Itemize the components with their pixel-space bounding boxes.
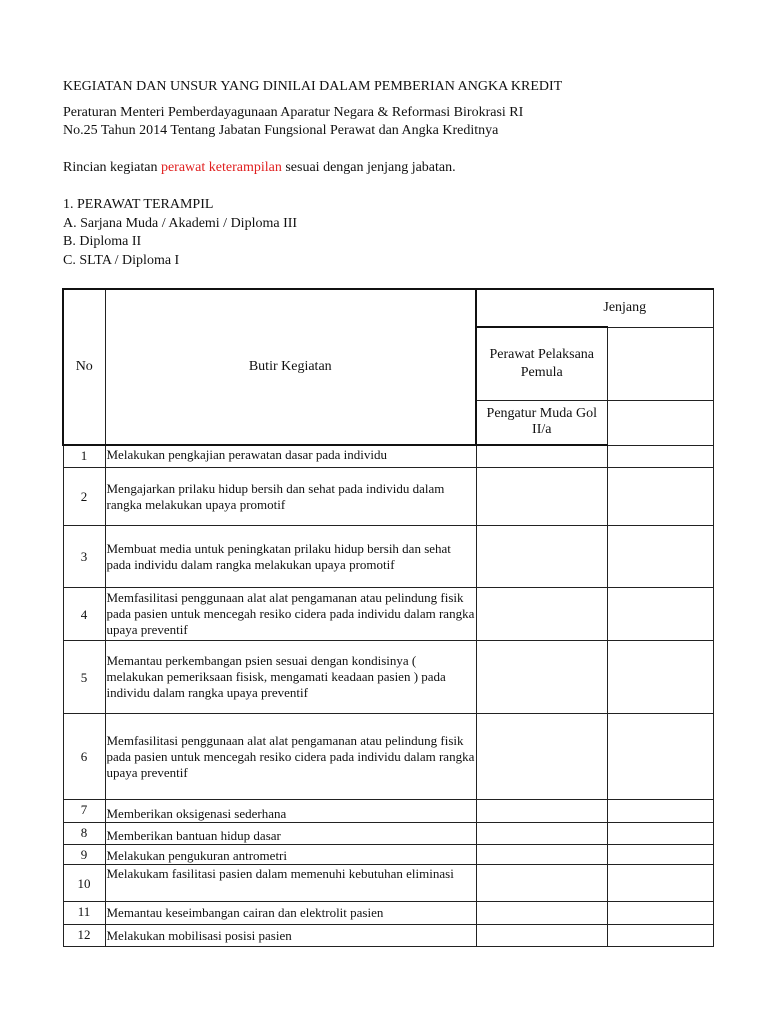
header-jabatan-next [607,327,713,400]
row-no: 8 [63,822,105,844]
education-a: A. Sarjana Muda / Akademi / Diploma III [63,216,298,231]
regulation-line-2: No.25 Tahun 2014 Tentang Jabatan Fungsional Perawat dan Angka Kreditnya [63,123,499,138]
row-value-cell [476,924,607,946]
row-value-cell [476,822,607,844]
row-no: 4 [63,587,105,640]
row-no: 9 [63,844,105,864]
row-kegiatan: Mengajarkan prilaku hidup bersih dan sehat pada individu dalam rangka melakukan upaya promotif [105,467,476,525]
row-kegiatan: Melakukan mobilisasi posisi pasien [105,924,476,946]
row-kegiatan: Melakukan pengkajian perawatan dasar pada individu [105,445,476,467]
row-no: 11 [63,901,105,924]
header-no: No [63,289,105,445]
education-b: B. Diploma II [63,234,142,249]
header-golongan: Pengatur Muda Gol II/a [476,400,607,445]
intro-post: sesuai dengan jenjang jabatan. [281,160,456,175]
row-kegiatan: Melakukan pengukuran antrometri [105,844,476,864]
row-value-cell [476,901,607,924]
section-heading: 1. PERAWAT TERAMPIL [63,197,214,212]
row-no: 3 [63,525,105,587]
education-c: C. SLTA / Diploma I [63,253,180,268]
row-no: 5 [63,640,105,713]
row-kegiatan: Memberikan bantuan hidup dasar [105,822,476,844]
row-no: 1 [63,445,105,467]
document-title: KEGIATAN DAN UNSUR YANG DINILAI DALAM PEMBERIAN ANGKA KREDIT [63,79,563,94]
row-value-cell [476,587,607,640]
header-jenjang: Jenjang [476,289,713,327]
regulation-line-1: Peraturan Menteri Pemberdayagunaan Aparatur Negara & Reformasi Birokrasi RI [63,105,524,120]
row-no: 12 [63,924,105,946]
row-value-cell [476,844,607,864]
row-kegiatan: Memantau perkembangan psien sesuai dengan kondisinya ( melakukan pemeriksaan fisisk, mengamati keadaan pasien ) pada individu dalam rangka upaya preventif [105,640,476,713]
header-jabatan: Perawat Pelaksana Pemula [476,327,607,400]
row-kegiatan: Melakukam fasilitasi pasien dalam memenuhi kebutuhan eliminasi [105,864,476,901]
row-kegiatan: Membuat media untuk peningkatan prilaku hidup bersih dan sehat pada individu dalam rangka melakukan upaya promotif [105,525,476,587]
row-kegiatan: Memfasilitasi penggunaan alat alat pengamanan atau pelindung fisik pada pasien untuk mencegah resiko cidera pada individu dalam rangka upaya preventif [105,713,476,799]
row-value-cell [476,864,607,901]
row-no: 10 [63,864,105,901]
row-value-cell [476,467,607,525]
row-value-cell [476,525,607,587]
intro-sentence [63,159,456,177]
intro-pre: Rincian kegiatan [63,160,161,175]
row-value-cell [476,799,607,822]
row-no: 6 [63,713,105,799]
row-no: 7 [63,799,105,822]
row-kegiatan: Memberikan oksigenasi sederhana [105,799,476,822]
row-value-cell [476,713,607,799]
row-value-cell [476,445,607,467]
row-no: 2 [63,467,105,525]
header-butir-kegiatan: Butir Kegiatan [105,289,476,445]
row-value-cell [476,640,607,713]
intro-highlight: perawat keterampilan [160,160,282,175]
header-golongan-next [607,400,713,445]
activity-table-wrapper [62,288,647,951]
activity-table [62,288,714,947]
row-kegiatan: Memantau keseimbangan cairan dan elektrolit pasien [105,901,476,924]
row-kegiatan: Memfasilitasi penggunaan alat alat pengamanan atau pelindung fisik pada pasien untuk mencegah resiko cidera pada individu dalam rangka upaya preventif [105,587,476,640]
